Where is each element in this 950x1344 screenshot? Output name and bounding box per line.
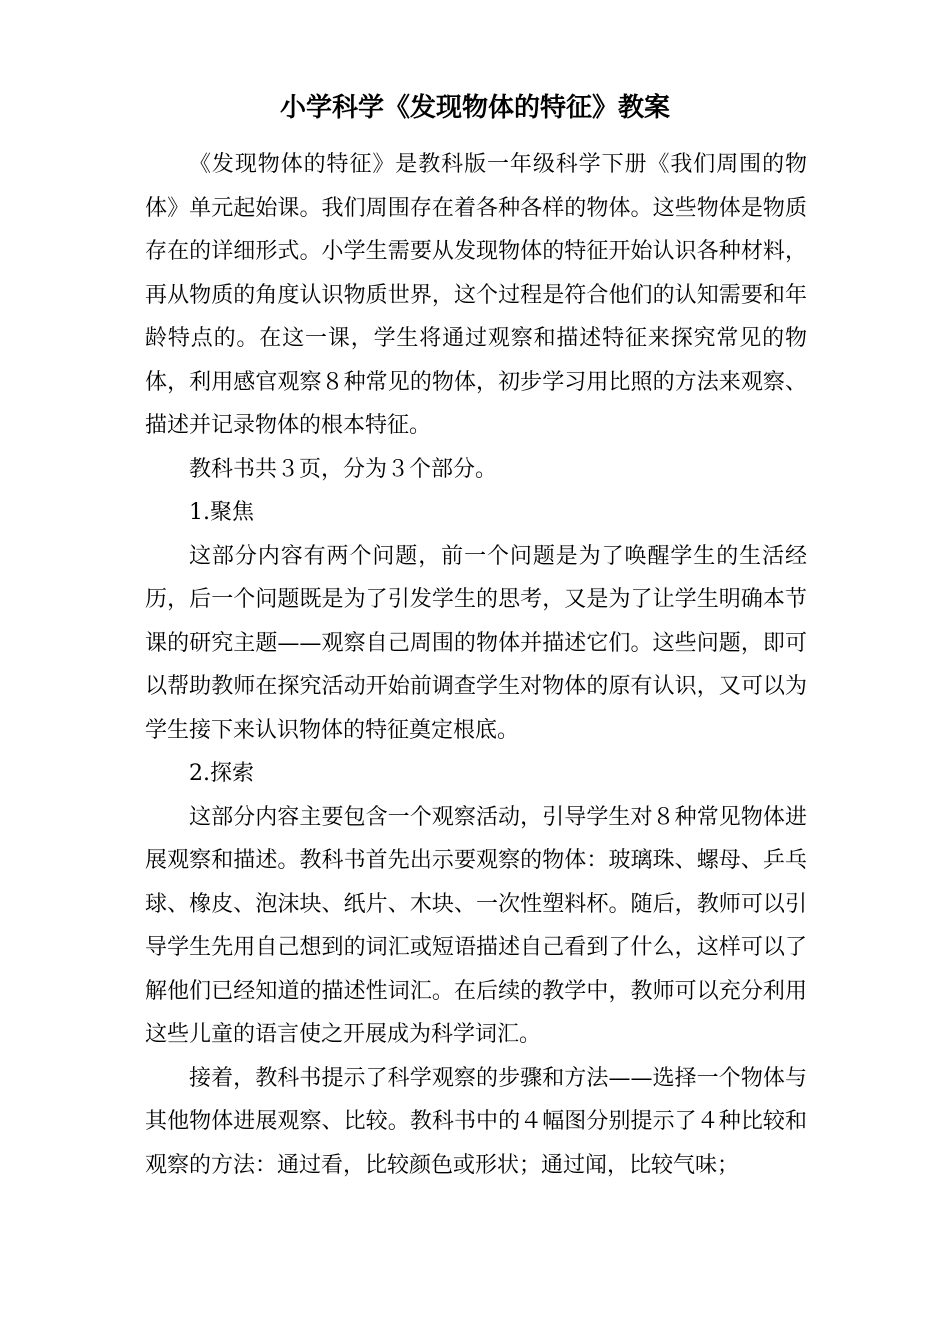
section-heading-explore: 2.探索 [189,761,254,786]
intro-paragraph: 《发现物体的特征》是教科版一年级科学下册《我们周围的物体》单元起始课。我们周围存在着各种各样的物体。这些物体是物质存在的详细形式。小学生需要从发现物体的特征开始认识各种材料，再从物质的角度认识物质世界，这个过程是符合他们的认知需要和年龄特点的。在这一课，学生将通过观察和描述特征来探究常见的物体，利用感官观察８种常见的物体，初步学习用比照的方法来观察、描述并记录物体的根本特征。 [145,152,807,438]
document-title: 小学科学《发现物体的特征》教案 [279,93,670,123]
method-paragraph: 接着，教科书提示了科学观察的步骤和方法——选择一个物体与其他物体进展观察、比较。教科书中的４幅图分别提示了４种比较和观察的方法：通过看，比较颜色或形状；通过闻，比较气味； [145,1065,807,1178]
section-heading-focus: 1.聚焦 [189,500,254,525]
document-body [145,143,807,1187]
textbook-pages-paragraph: 教科书共３页，分为３个部分。 [189,456,498,482]
explore-paragraph: 这部分内容主要包含一个观察活动，引导学生对８种常见物体进展观察和描述。教科书首先出示要观察的物体：玻璃珠、螺母、乒乓球、橡皮、泡沫块、纸片、木块、一次性塑料杯。随后，教师可以引导学生先用自己想到的词汇或短语描述自己看到了什么，这样可以了解他们已经知道的描述性词汇。在后续的教学中，教师可以充分利用这些儿童的语言使之开展成为科学词汇。 [145,804,807,1047]
focus-paragraph: 这部分内容有两个问题，前一个问题是为了唤醒学生的生活经历，后一个问题既是为了引发学生的思考，又是为了让学生明确本节课的研究主题——观察自己周围的物体并描述它们。这些问题，即可以帮助教师在探究活动开始前调查学生对物体的原有认识，又可以为学生接下来认识物体的特征奠定根底。 [145,543,807,743]
